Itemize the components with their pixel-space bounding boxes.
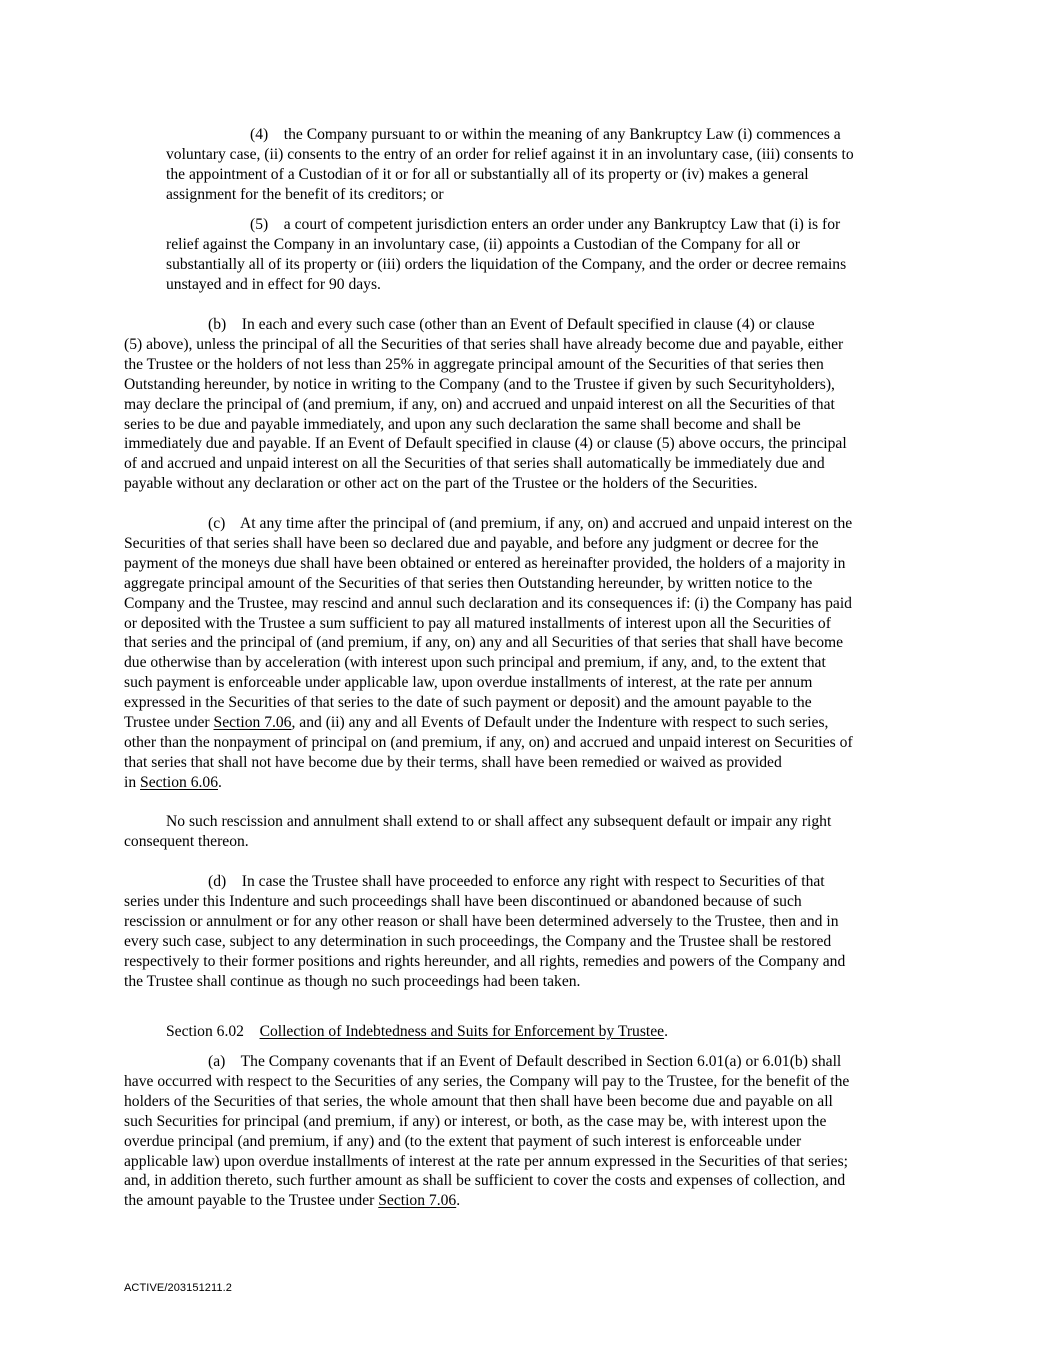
clause-5 [166, 215, 846, 295]
text-line: relief against the Company in an involuntary case, (ii) appoints a Custodian of the Company for all or [166, 235, 800, 253]
text-fragment: . [218, 773, 222, 791]
section-reference-link[interactable]: Section 7.06 [378, 1192, 457, 1210]
text-line: series to be due and payable immediately, and upon any such declaration the same shall become and shall be [124, 415, 801, 433]
text-line: rescission or annulment or for any other reason or shall have been determined adversely to the Trustee, then and in [124, 912, 839, 930]
text-line: holders of the Securities of that series, the whole amount that then shall have been become due and payable on all [124, 1092, 833, 1110]
text-line: payment of the moneys due shall have been obtained or entered as hereinafter provided, the holders of a majority in [124, 554, 846, 572]
text-line: may declare the principal of (and premium, if any, on) and accrued and unpaid interest on all the Securities of that [124, 395, 835, 413]
document-id-footer: ACTIVE/203151211.2 [124, 1282, 233, 1294]
text-line: respectively to their former positions and rights hereunder, and all rights, remedies and powers of the Company and [124, 952, 846, 970]
text-fragment: Trustee under [124, 714, 214, 732]
text-line: the Trustee or the holders of not less than 25% in aggregate principal amount of the Securities of that series then [124, 355, 824, 373]
text-line: every such case, subject to any determination in such proceedings, the Company and the Trustee shall be restored [124, 932, 832, 950]
section-602-paragraph-a [124, 1052, 849, 1211]
section-title: Collection of Indebtedness and Suits for Enforcement by Trustee [259, 1023, 665, 1040]
text-line [124, 773, 853, 793]
text-line: series under this Indenture and such proceedings shall have been discontinued or abandoned because of such [124, 892, 802, 910]
text-line: that series that shall not have become due by their terms, shall have been remedied or waived as provided [124, 753, 782, 771]
text-line: due otherwise than by acceleration (with interest upon such principal and premium, if any, and, to the extent that [124, 654, 826, 672]
text-line: the appointment of a Custodian of it or for all or substantially all of its property or (iv) makes a general [166, 165, 809, 183]
section-reference-link[interactable]: Section 7.06 [213, 714, 292, 732]
text-line: applicable law) upon overdue installments of interest at the rate per annum expressed in the Securities of that series; [124, 1152, 849, 1170]
text-line: aggregate principal amount of the Securities of that series then Outstanding hereunder, by written notice to the [124, 574, 813, 592]
text-line: such Securities for principal (and premium, if any) or interest, or both, as the case may be, with interest upon the [124, 1112, 827, 1130]
section-number: Section 6.02 [166, 1023, 260, 1040]
text-line: of and accrued and unpaid interest on all the Securities of that series shall automatically be immediately due and [124, 455, 825, 473]
paragraph-c [124, 514, 853, 793]
text-line: such payment is enforceable under applicable law, upon overdue installments of interest, at the rate per annum [124, 674, 813, 692]
text-line: assignment for the benefit of its creditors; or [166, 185, 444, 203]
text-line: payable without any declaration or other act on the part of the Trustee or the holders of the Securities. [124, 475, 758, 493]
text-line: voluntary case, (ii) consents to the entry of an order for relief against it in an involuntary case, (iii) consents to [166, 145, 854, 163]
text-line: or deposited with the Trustee a sum sufficient to pay all matured installments of interest upon all the Securities of [124, 614, 831, 632]
text-fragment: , and (ii) any and all Events of Default under the Indenture with respect to such series, [291, 714, 829, 732]
text-line: (a) The Company covenants that if an Event of Default described in Section 6.01(a) or 6.01(b) shall [208, 1053, 842, 1070]
text-line: Securities of that series shall have been so declared due and payable, and before any judgment or decree for the [124, 534, 819, 552]
text-fragment: . [664, 1023, 668, 1040]
text-line: unstayed and in effect for 90 days. [166, 275, 381, 293]
text-line: other than the nonpayment of principal on (and premium, if any, on) and accrued and unpaid interest on Securities of [124, 733, 853, 751]
text-line: immediately due and payable. If an Event of Default specified in clause (4) or clause (5) above occurs, the principal [124, 435, 847, 453]
text-line [124, 1191, 849, 1211]
text-line: overdue principal (and premium, if any) and (to the extent that payment of such interest is enforceable under [124, 1132, 802, 1150]
paragraph-d [124, 872, 845, 991]
section-reference-link[interactable]: Section 6.06 [140, 773, 218, 791]
text-line: Outstanding hereunder, by notice in writing to the Company (and to the Trustee if given by such Securityholders), [124, 375, 835, 393]
text-fragment: in [124, 773, 141, 791]
text-line: (b) In each and every such case (other than an Event of Default specified in clause (4) or clause [208, 316, 815, 333]
paragraph-rescission [124, 812, 831, 852]
text-fragment: the amount payable to the Trustee under [124, 1192, 379, 1210]
text-line: substantially all of its property or (iii) orders the liquidation of the Company, and the order or decree remains [166, 255, 847, 273]
text-line: and, in addition thereto, such further amount as shall be sufficient to cover the costs and expenses of collection, and [124, 1172, 846, 1190]
text-line: that series and the principal of (and premium, if any, on) any and all Securities of that series that shall have become [124, 634, 844, 652]
text-line: (5) above), unless the principal of all the Securities of that series shall have already become due and payable, either [124, 335, 844, 353]
text-line: the Trustee shall continue as though no such proceedings had been taken. [124, 972, 581, 990]
paragraph-b [124, 315, 847, 494]
text-line: (d) In case the Trustee shall have proceeded to enforce any right with respect to Securities of that [208, 873, 825, 890]
text-line: (c) At any time after the principal of (and premium, if any, on) and accrued and unpaid interest on the [208, 515, 853, 532]
text-line: consequent thereon. [124, 832, 249, 850]
text-line: Company and the Trustee, may rescind and annul such declaration and its consequences if: (i) the Company has paid [124, 594, 852, 612]
text-line: (4) the Company pursuant to or within the meaning of any Bankruptcy Law (i) commences a [250, 126, 841, 143]
text-fragment: . [456, 1192, 461, 1210]
text-line: (5) a court of competent jurisdiction enters an order under any Bankruptcy Law that (i) is for [250, 216, 841, 233]
section-heading [166, 1022, 668, 1042]
text-line: have occurred with respect to the Securities of any series, the Company will pay to the Trustee, for the benefit of the [124, 1072, 850, 1090]
text-line [124, 713, 853, 733]
text-line [166, 1022, 668, 1042]
clause-4 [166, 125, 854, 205]
text-line: expressed in the Securities of that series to the date of such payment or deposit) and the amount payable to the [124, 694, 812, 712]
text-line: No such rescission and annulment shall extend to or shall affect any subsequent default or impair any right [166, 813, 832, 830]
